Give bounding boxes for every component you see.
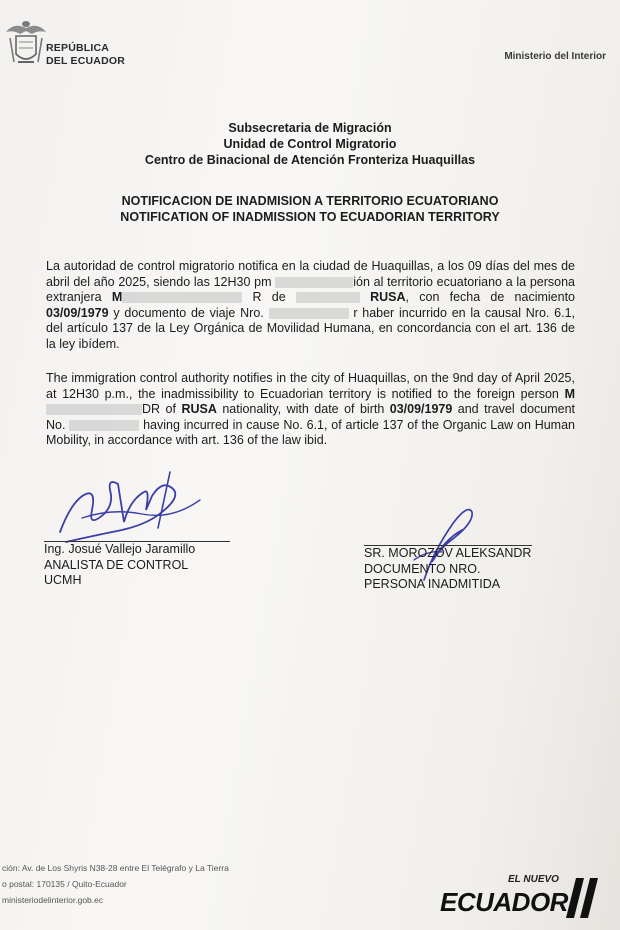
footer-line-1: ción: Av. de Los Shyris N38-28 entre El Telégrafo y La Tierra <box>2 863 229 873</box>
nationality: RUSA <box>181 402 217 417</box>
signer-right-name: SR. MOROZOV ALEKSANDR <box>364 546 532 560</box>
office-line-2: Unidad de Control Migratorio <box>223 137 397 151</box>
paragraph-spanish: La autoridad de control migratorio notifica en la ciudad de Huaquillas, a los 09 días del mes de abril del año 2025, siendo las 12H30 pm ión al territorio ecuatoriano a la persona extranjera M R de RUSA, con fecha de nacimiento 03/09/1979 y documento de viaje Nro. r haber incurrido en la causal Nro. 6.1, del artículo 137 de la Ley Orgánica de Movilidad Humana, en concordancia con el art. 136 de la ley ibídem. <box>46 259 575 351</box>
nationality: RUSA <box>370 290 406 305</box>
signature-left <box>52 470 212 550</box>
country-line-2: DEL ECUADOR <box>46 55 126 67</box>
redacted-document-number <box>269 308 349 319</box>
redacted-name <box>296 292 360 303</box>
country-name <box>46 42 125 68</box>
brand-small-text: EL NUEVO <box>508 874 559 885</box>
signer-left-role: ANALISTA DE CONTROL <box>44 557 189 572</box>
redacted-name <box>46 404 142 415</box>
redacted-text <box>275 277 353 288</box>
title-spanish: NOTIFICACION DE INADMISION A TERRITORIO ECUATORIANO <box>121 194 499 208</box>
birth-date: 03/09/1979 <box>389 402 453 417</box>
brand-stripes-icon <box>566 876 606 920</box>
office-header <box>0 120 620 168</box>
brand-logo-text: ECUADOR <box>440 887 568 917</box>
office-line-1: Subsecretaria de Migración <box>228 121 392 135</box>
signer-left-name: Ing. Josué Vallejo Jaramillo <box>44 542 196 556</box>
signer-right <box>364 546 531 593</box>
title-english: NOTIFICATION OF INADMISSION TO ECUADORIAN TERRITORY <box>120 210 500 224</box>
coat-of-arms-icon <box>4 18 48 70</box>
redacted-document-number <box>69 420 139 431</box>
redacted-name <box>122 292 242 303</box>
signer-left-unit: UCMH <box>44 573 82 587</box>
signer-right-role: PERSONA INADMITIDA <box>364 577 501 591</box>
footer-line-3: ministeriodelinterior.gob.ec <box>2 895 104 905</box>
footer-address <box>2 860 229 908</box>
office-line-3: Centro de Binacional de Atención Fronteriza Huaquillas <box>144 153 476 167</box>
country-line-1: REPÚBLICA <box>46 42 110 54</box>
signer-left <box>44 542 195 589</box>
footer-line-2: o postal: 170135 / Quito-Ecuador <box>2 879 127 889</box>
ministry-name: Ministerio del Interior <box>504 51 606 62</box>
paragraph-english: The immigration control authority notifies in the city of Huaquillas, on the 9nd day of April 2025, at 12H30 p.m., the inadmissibility to Ecuadorian territory is notified to the foreign person MDR of RUSA nationality, with date of birth 03/09/1979 and travel document No. having incurred in cause No. 6.1, of article 137 of the Organic Law on Human Mobility, in accordance with art. 136 of the law ibid. <box>46 371 576 448</box>
document-title <box>0 193 620 225</box>
signer-right-document: DOCUMENTO NRO. <box>364 561 481 576</box>
birth-date: 03/09/1979 <box>46 305 109 320</box>
